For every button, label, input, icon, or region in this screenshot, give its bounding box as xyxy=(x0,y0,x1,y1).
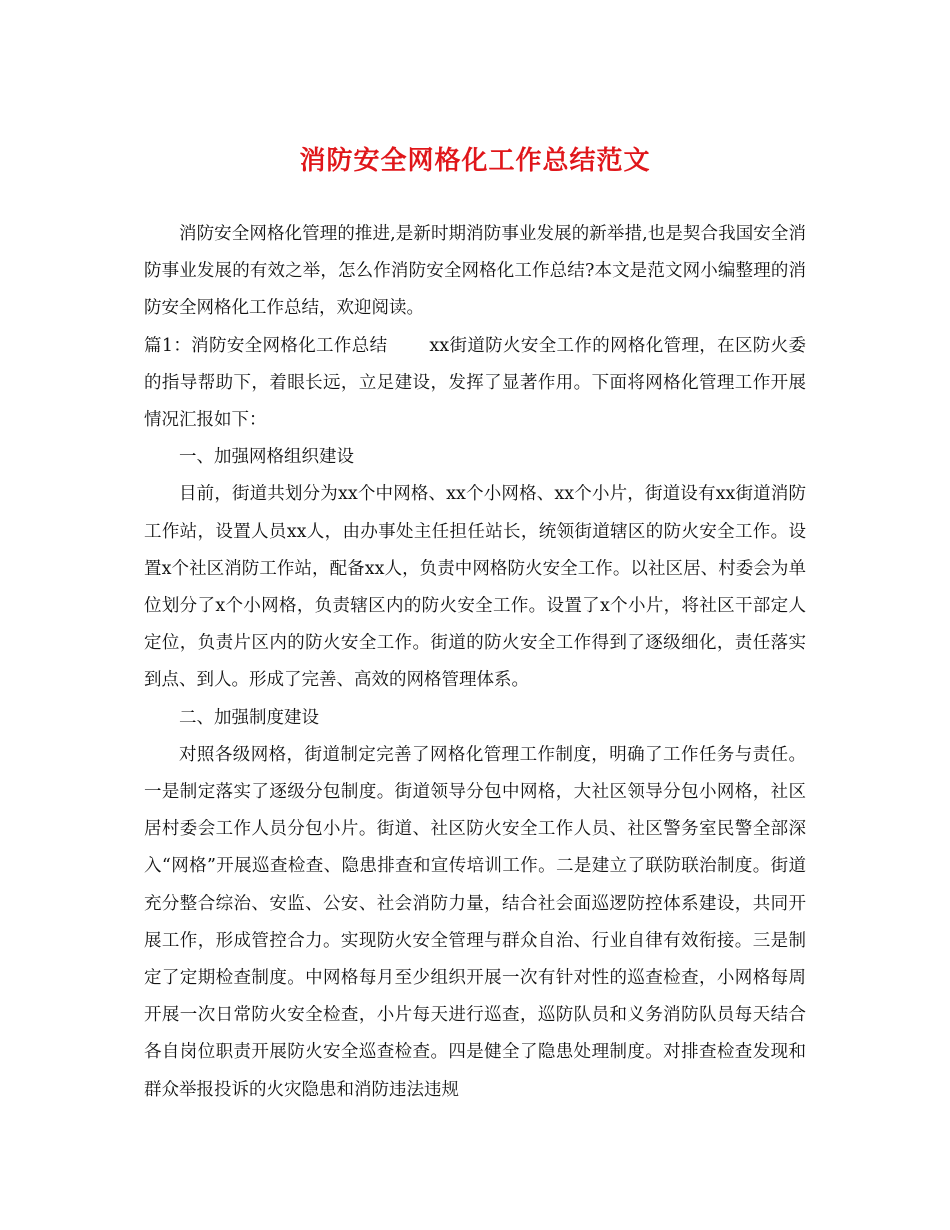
intro-paragraph: 消防安全网格化管理的推进,是新时期消防事业发展的新举措,也是契合我国安全消防事业发展的有效之举，怎么作消防安全网格化工作总结?本文是范文网小编整理的消防安全网格化工作总结，欢迎阅读。 xyxy=(144,224,806,319)
document-title: 消防安全网格化工作总结范文 xyxy=(299,146,651,176)
document-body xyxy=(144,216,806,1109)
section-heading-1: 一、加强网格组织建设 xyxy=(179,447,354,468)
section-heading-2: 二、加强制度建设 xyxy=(179,707,319,728)
part1-text: xx街道防火安全工作的网格化管理，在区防火委的指导帮助下，着眼长远，立足建设，发挥了显著作用。下面将网格化管理工作开展情况汇报如下： xyxy=(144,335,806,431)
part1-paragraph xyxy=(144,328,806,440)
part1-label: 篇1：消防安全网格化工作总结 xyxy=(144,335,388,356)
section-paragraph-1: 目前，街道共划分为xx个中网格、xx个小网格、xx个小片，街道设有xx街道消防工作站，设置人员xx人，由办事处主任担任站长，统领街道辖区的防火安全工作。设置x个社区消防工作站，配备xx人，负责中网格防火安全工作。以社区居、村委会为单位划分了x个小网格，负责辖区内的防火安全工作。设置了x个小片，将社区干部定人定位，负责片区内的防火安全工作。街道的防火安全工作得到了逐级细化，责任落实到点、到人。形成了完善、高效的网格管理体系。 xyxy=(144,484,806,691)
section-paragraph-2: 对照各级网格，街道制定完善了网格化管理工作制度，明确了工作任务与责任。一是制定落实了逐级分包制度。街道领导分包中网格，大社区领导分包小网格，社区居村委会工作人员分包小片。街道、社区防火安全工作人员、社区警务室民警全部深入“网格”开展巡查检查、隐患排查和宣传培训工作。二是建立了联防联治制度。街道充分整合综治、安监、公安、社会消防力量，结合社会面巡逻防控体系建设，共同开展工作，形成管控合力。实现防火安全管理与群众自治、行业自律有效衔接。三是制定了定期检查制度。中网格每月至少组织开展一次有针对性的巡查检查，小网格每周开展一次日常防火安全检查，小片每天进行巡查，巡防队员和义务消防队员每天结合各自岗位职责开展防火安全巡查检查。四是健全了隐患处理制度。对排查检查发现和群众举报投诉的火灾隐患和消防违法违规 xyxy=(144,744,806,1100)
